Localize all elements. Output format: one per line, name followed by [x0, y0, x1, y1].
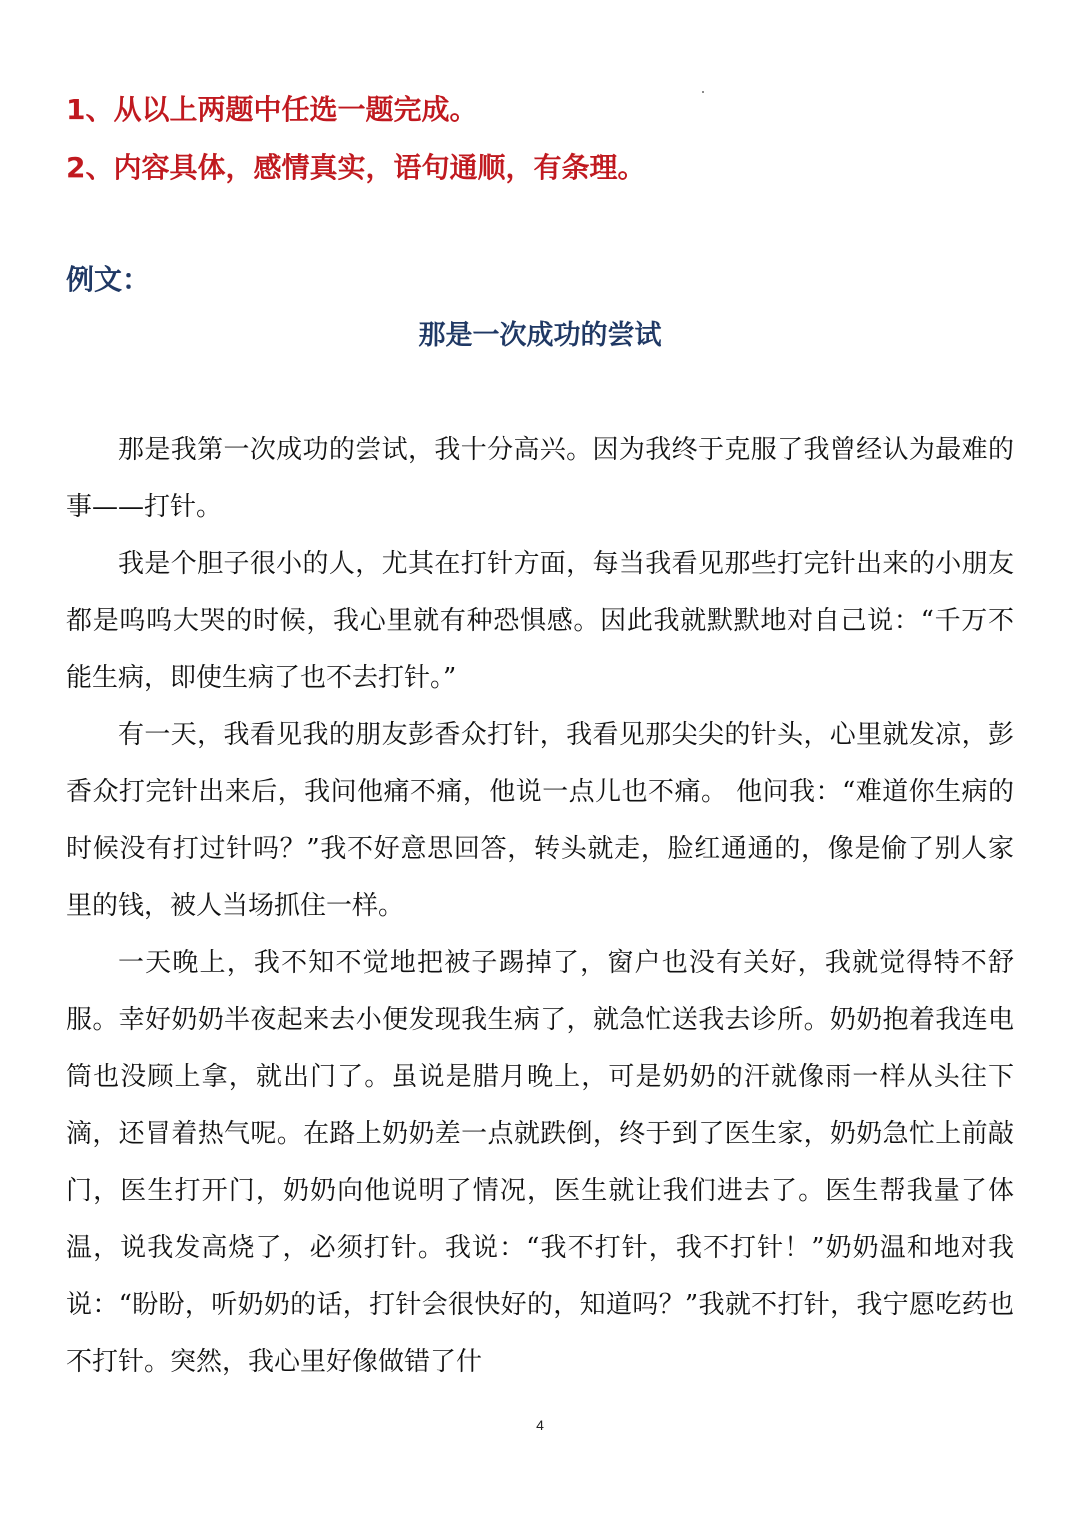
example-label: 例文：: [66, 263, 151, 296]
requirement-2: 2、内容具体，感情真实，语句通顺，有条理。: [66, 151, 646, 184]
requirement-1: 1、从以上两题中任选一题完成。: [66, 93, 478, 126]
essay-paragraph-1: 那是我第一次成功的尝试，我十分高兴。因为我终于克服了我曾经认为最难的事——打针。: [66, 435, 1014, 522]
essay-paragraph-4: 一天晚上，我不知不觉地把被子踢掉了，窗户也没有关好，我就觉得特不舒服。幸好奶奶半夜起来去小便发现我生病了，就急忙送我去诊所。奶奶抱着我连电筒也没顾上拿，就出门了。虽说是腊月晚上，可是奶奶的汗就像雨一样从头往下滴，还冒着热气呢。在路上奶奶差一点就跌倒，终于到了医生家，奶奶急忙上前敲门，医生打开门，奶奶向他说明了情况，医生就让我们进去了。医生帮我量了体温，说我发高烧了，必须打针。我说：“我不打针，我不打针！”奶奶温和地对我说：“盼盼，听奶奶的话，打针会很快好的，知道吗？”我就不打针，我宁愿吃药也不打针。突然，我心里好像做错了什: [66, 948, 1014, 1377]
essay-body: [66, 422, 1014, 1391]
page-number: 4: [536, 1417, 544, 1433]
essay-paragraph-2: 我是个胆子很小的人，尤其在打针方面，每当我看见那些打完针出来的小朋友都是呜呜大哭的时候，我心里就有种恐惧感。因此我就默默地对自己说：“千万不能生病，即使生病了也不去打针。”: [66, 549, 1014, 693]
essay-title: 那是一次成功的尝试: [418, 320, 662, 351]
scan-speck: [702, 91, 704, 93]
essay-paragraph-3: 有一天，我看见我的朋友彭香众打针，我看见那尖尖的针头，心里就发凉，彭香众打完针出来后，我问他痛不痛，他说一点儿也不痛。 他问我：“难道你生病的时候没有打过针吗？”我不好意思回答，转头就走，脸红通通的，像是偷了别人家里的钱，被人当场抓住一样。: [66, 720, 1014, 921]
